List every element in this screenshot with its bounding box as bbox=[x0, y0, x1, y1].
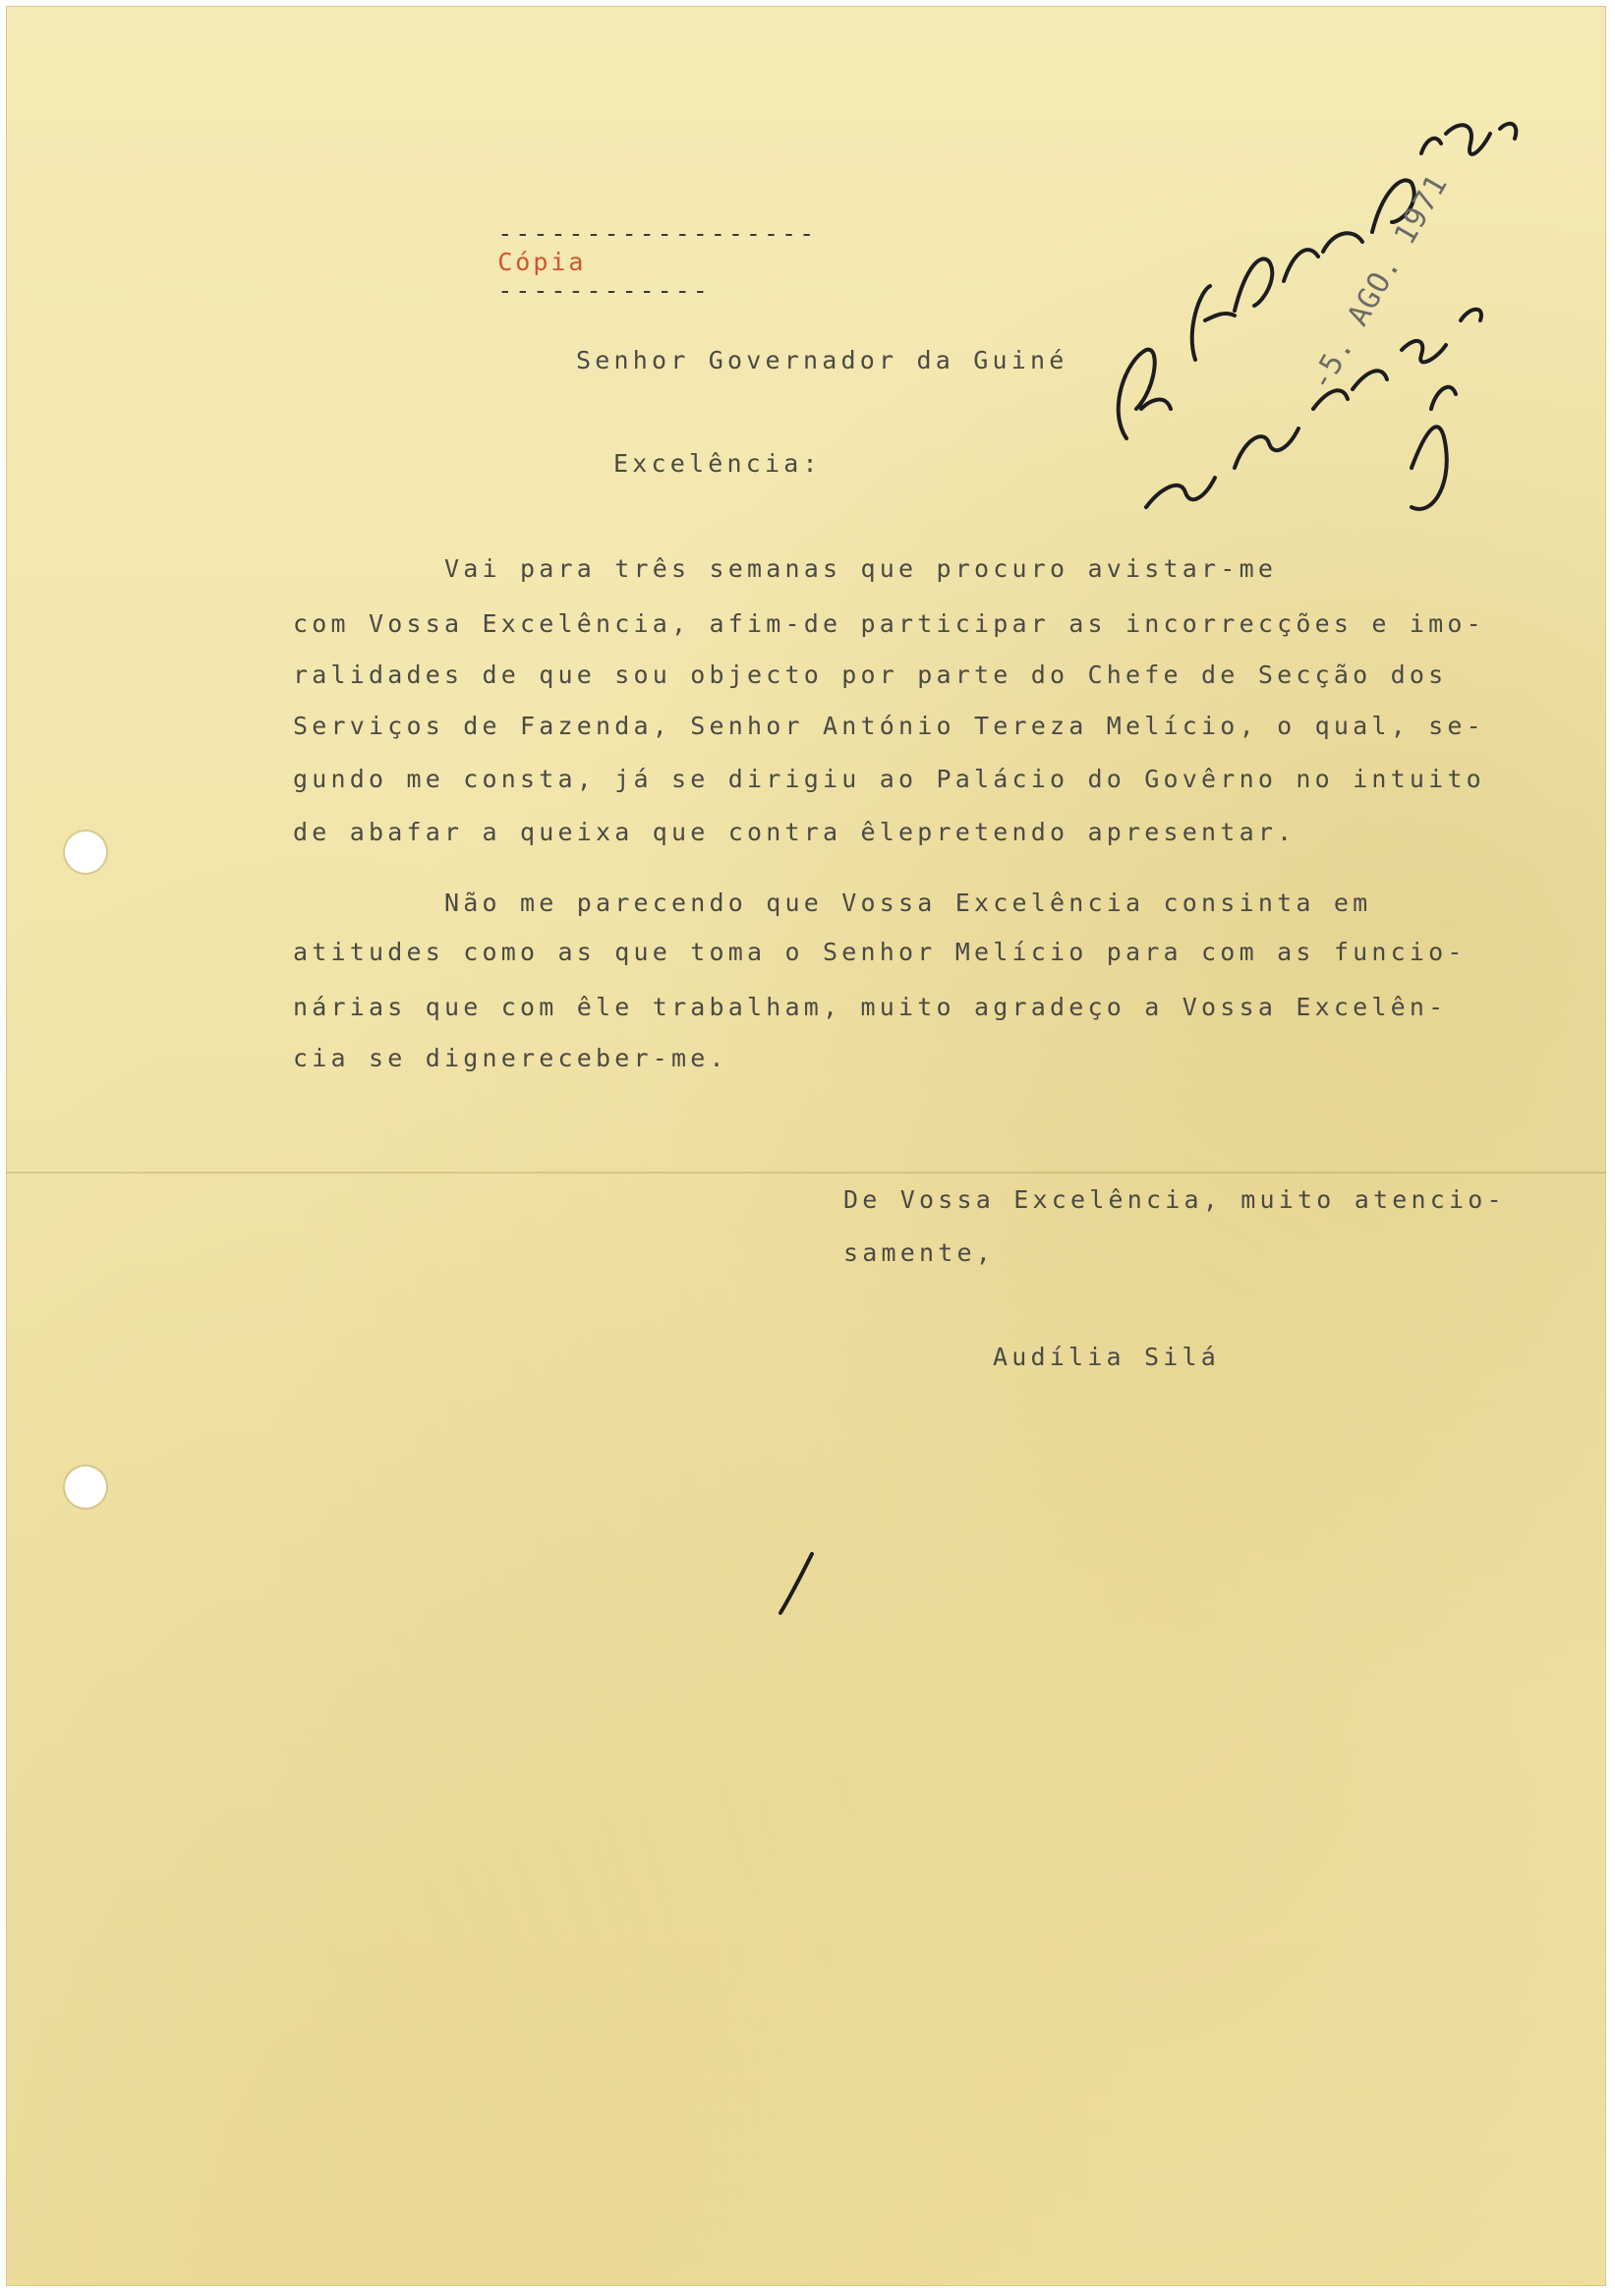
paragraph-1-line: com Vossa Excelência, afim-de participar as incorrecções e imo- bbox=[293, 609, 1485, 638]
closing-line: samente, bbox=[843, 1238, 996, 1267]
handwritten-note bbox=[1087, 114, 1539, 537]
paragraph-2-line: Não me parecendo que Vossa Excelência consinta em bbox=[293, 889, 1372, 917]
paragraph-2-line: cia se dignereceber-me. bbox=[293, 1044, 728, 1072]
signature: Audília Silá bbox=[993, 1343, 1221, 1371]
copy-header bbox=[427, 191, 817, 333]
copy-header-dashes-right: ------------ bbox=[497, 276, 711, 305]
paragraph-1-line: Vai para três semanas que procuro avistar-me bbox=[293, 554, 1278, 583]
salutation: Excelência: bbox=[613, 449, 822, 478]
paragraph-2-line: atitudes como as que toma o Senhor Melício para com as funcio- bbox=[293, 938, 1467, 966]
copy-header-dashes-left: ------------------ bbox=[497, 219, 818, 248]
paragraph-1-line: de abafar a queixa que contra êlepretendo apresentar. bbox=[293, 818, 1297, 846]
document-sheet bbox=[6, 6, 1606, 2286]
addressee: Senhor Governador da Guiné bbox=[576, 346, 1068, 374]
punch-hole-top bbox=[65, 832, 106, 873]
paragraph-1-line: gundo me consta, já se dirigiu ao Palácio do Govêrno no intuito bbox=[293, 765, 1485, 793]
paper-fold-line bbox=[6, 1172, 1606, 1174]
copy-label: Cópia bbox=[497, 248, 587, 276]
paragraph-1-line: Serviços de Fazenda, Senhor António Tereza Melício, o qual, se- bbox=[293, 712, 1485, 740]
paragraph-1-line: ralidades de que sou objecto por parte do Chefe de Secção dos bbox=[293, 660, 1448, 689]
closing-line: De Vossa Excelência, muito atencio- bbox=[843, 1185, 1506, 1214]
date-stamp: -5. AGO. 1971 bbox=[1303, 168, 1456, 397]
paragraph-2-line: nárias que com êle trabalham, muito agradeço a Vossa Excelên- bbox=[293, 993, 1448, 1021]
punch-hole-bottom bbox=[65, 1466, 106, 1508]
pen-mark bbox=[773, 1549, 822, 1618]
